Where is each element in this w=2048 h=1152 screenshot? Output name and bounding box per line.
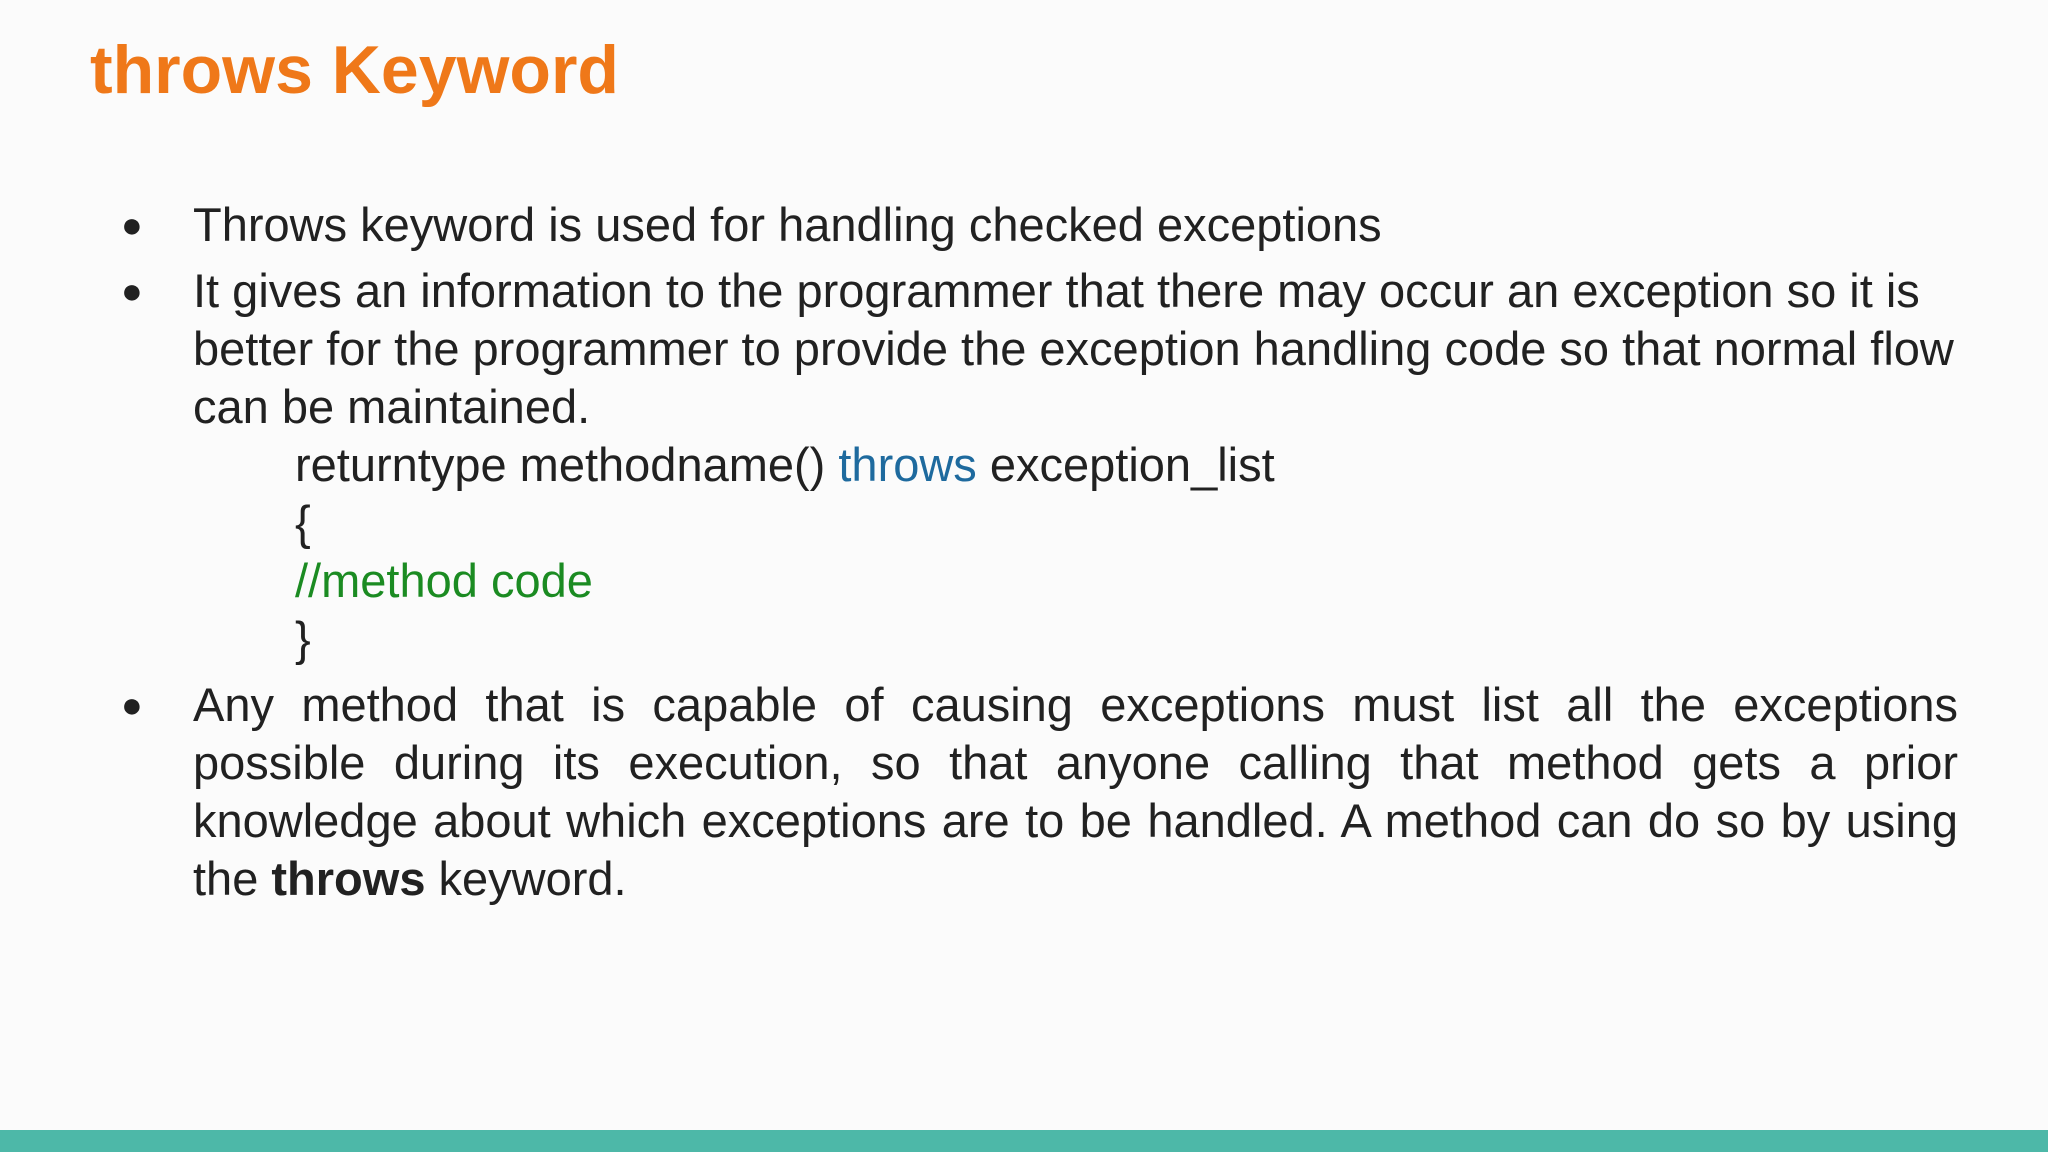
signature-before: returntype methodname() <box>295 438 826 491</box>
method-signature <box>295 436 1958 494</box>
bullet-marker-icon: ● <box>121 684 143 725</box>
bullet-text: It gives an information to the programmer that there may occur an exception so it is better for the programmer to provide the exception handling code so that normal flow can be maintained. <box>193 264 1954 433</box>
bullet-text <box>193 676 1958 908</box>
bullet-item-information <box>0 262 1958 668</box>
bullet-text-before: Any method that is capable of causing exceptions must list all the exceptions possible during its execution, so that anyone calling that method gets a prior knowledge about which exceptions are to be handled. A method can do so by using the <box>193 678 1958 905</box>
method-comment: //method code <box>295 554 593 607</box>
code-example <box>193 436 1958 668</box>
open-brace: { <box>295 496 311 549</box>
bullet-marker-icon: ● <box>121 270 143 311</box>
bullet-text: Throws keyword is used for handling checked exceptions <box>193 198 1382 251</box>
bullet-marker-icon: ● <box>121 204 143 245</box>
signature-after: exception_list <box>989 438 1275 491</box>
bold-throws-keyword: throws <box>271 852 426 905</box>
slide-title: throws Keyword <box>90 32 619 108</box>
close-brace: } <box>295 612 311 665</box>
bullet-text-after: keyword. <box>438 852 627 905</box>
bullet-item-method-list <box>0 676 1958 908</box>
bullet-list <box>0 196 2048 908</box>
throws-keyword: throws <box>838 438 977 491</box>
footer-bar <box>0 1130 2048 1152</box>
bullet-item-checked-exceptions <box>0 196 1958 254</box>
